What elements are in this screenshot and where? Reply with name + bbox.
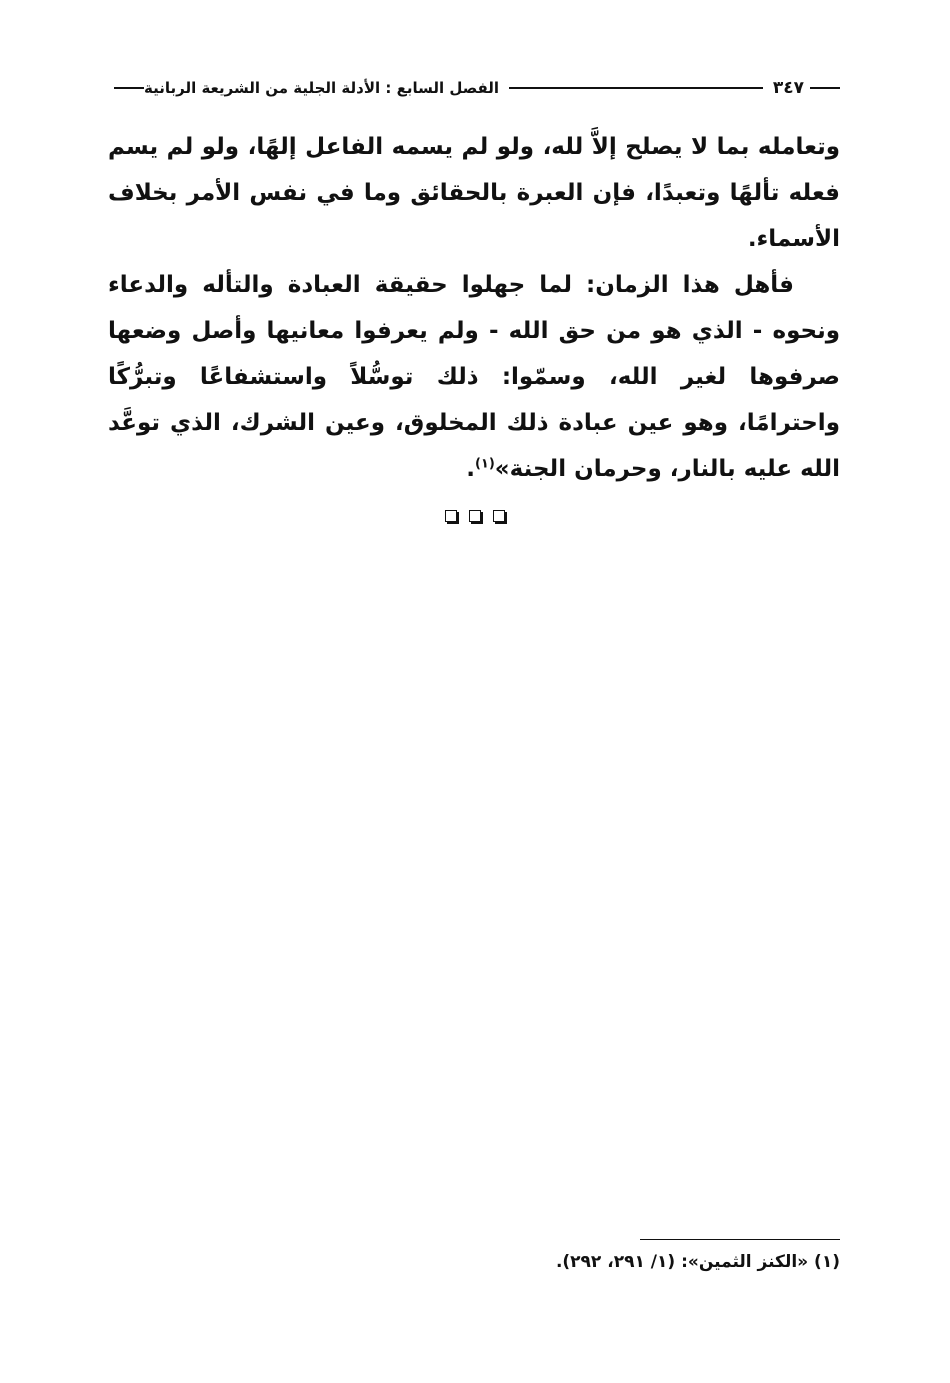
square-ornament-icon (493, 510, 505, 522)
footnote: (١) «الكنز الثمين»: (١/ ٢٩١، ٢٩٢). (555, 1252, 840, 1272)
footnote-reference: (١) (474, 456, 495, 472)
header-dash (114, 87, 144, 89)
chapter-title: الفصل السابع : الأدلة الجلية من الشريعة الربانية (144, 79, 500, 97)
header-rule (509, 87, 763, 89)
section-separator (0, 510, 950, 526)
footnote-rule (640, 1239, 840, 1240)
running-header (108, 74, 840, 102)
square-ornament-icon (469, 510, 481, 522)
page-number: ٣٤٧ (772, 78, 804, 98)
paragraph: وتعامله بما لا يصلح إلاَّ لله، ولو لم يسمه الفاعل إلهًا، ولو لم يسم فعله تألهًا وتعبدًا، فإن العبرة بالحقائق وما في نفس الأمر بخلاف الأسماء. (108, 134, 840, 252)
square-ornament-icon (445, 510, 457, 522)
paragraph-text: فأهل هذا الزمان: لما جهلوا حقيقة العبادة والتأله والدعاء ونحوه - الذي هو من حق الله - ولم يعرفوا معانيها وأصل وضعها صرفوها لغير الله، وسمّوا: ذلك توسُّلاً واستشفاعًا وتبرُّكًا واحترامًا، وهو عين عبادة ذلك المخلوق، وعين الشرك، الذي توعَّد الله عليه بالنار، وحرمان الجنة» (108, 272, 840, 482)
paragraph (108, 262, 840, 492)
paragraph-end: . (466, 456, 475, 482)
header-dash (810, 87, 840, 89)
main-text (108, 124, 840, 492)
